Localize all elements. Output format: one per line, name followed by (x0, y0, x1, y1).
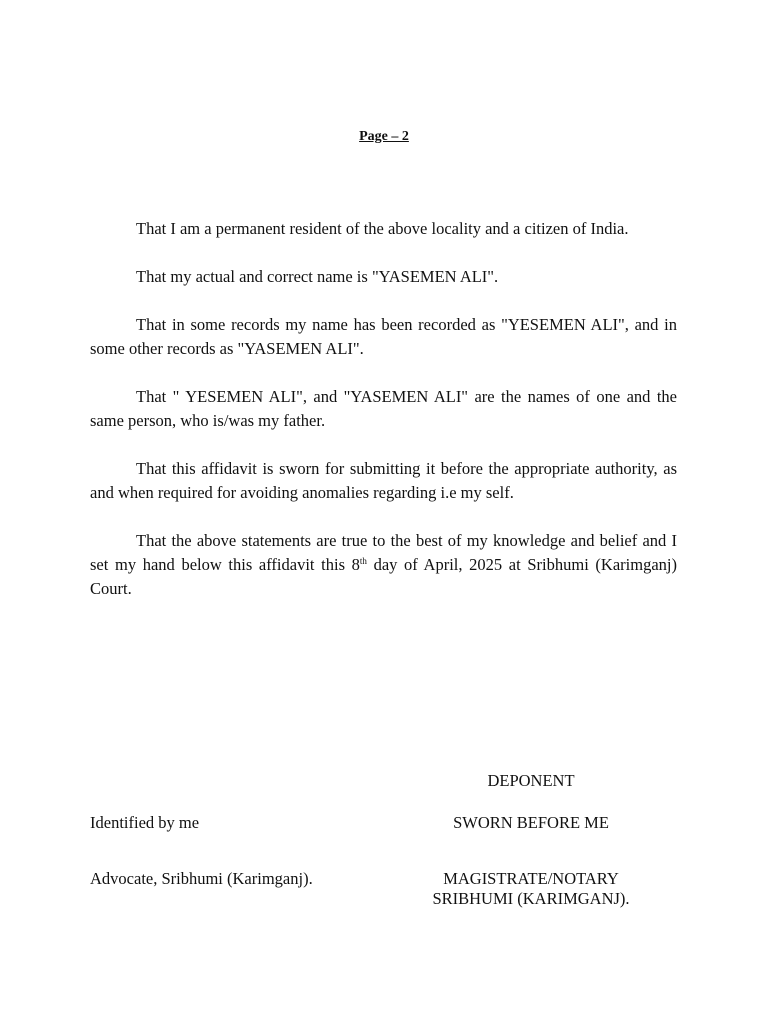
paragraph-same-person: That " YESEMEN ALI", and "YASEMEN ALI" are the names of one and the same person, who is/was my father. (90, 387, 677, 430)
declaration-text-start: That the above statements are true to the best of my knowledge and belief and I set my hand below this affidavit this 8 (90, 531, 677, 574)
paragraph-purpose: That this affidavit is sworn for submitting it before the appropriate authority, as and when required for avoiding anomalies regarding i.e my self. (90, 459, 677, 502)
declaration-text-end: day of April, 2025 at Sribhumi (Karimganj) Court. (90, 555, 677, 598)
identified-by-label: Identified by me (90, 813, 200, 832)
sworn-before-label: SWORN BEFORE ME (453, 813, 609, 832)
paragraph-correct-name: That my actual and correct name is "YASEMEN ALI". (136, 267, 499, 286)
paragraph-records: That in some records my name has been recorded as "YESEMEN ALI", and in some other records as "YASEMEN ALI". (90, 315, 677, 358)
magistrate-title: MAGISTRATE/NOTARY (443, 869, 619, 888)
paragraph-residency: That I am a permanent resident of the above locality and a citizen of India. (136, 219, 629, 238)
page-number-heading: Page – 2 (359, 129, 409, 144)
ordinal-suffix: th (359, 556, 367, 566)
paragraph-declaration (90, 529, 677, 601)
advocate-label: Advocate, Sribhumi (Karimganj). (90, 869, 313, 888)
affidavit-body (90, 217, 677, 625)
deponent-label: DEPONENT (487, 771, 575, 790)
magistrate-location: SRIBHUMI (KARIMGANJ). (432, 889, 630, 908)
